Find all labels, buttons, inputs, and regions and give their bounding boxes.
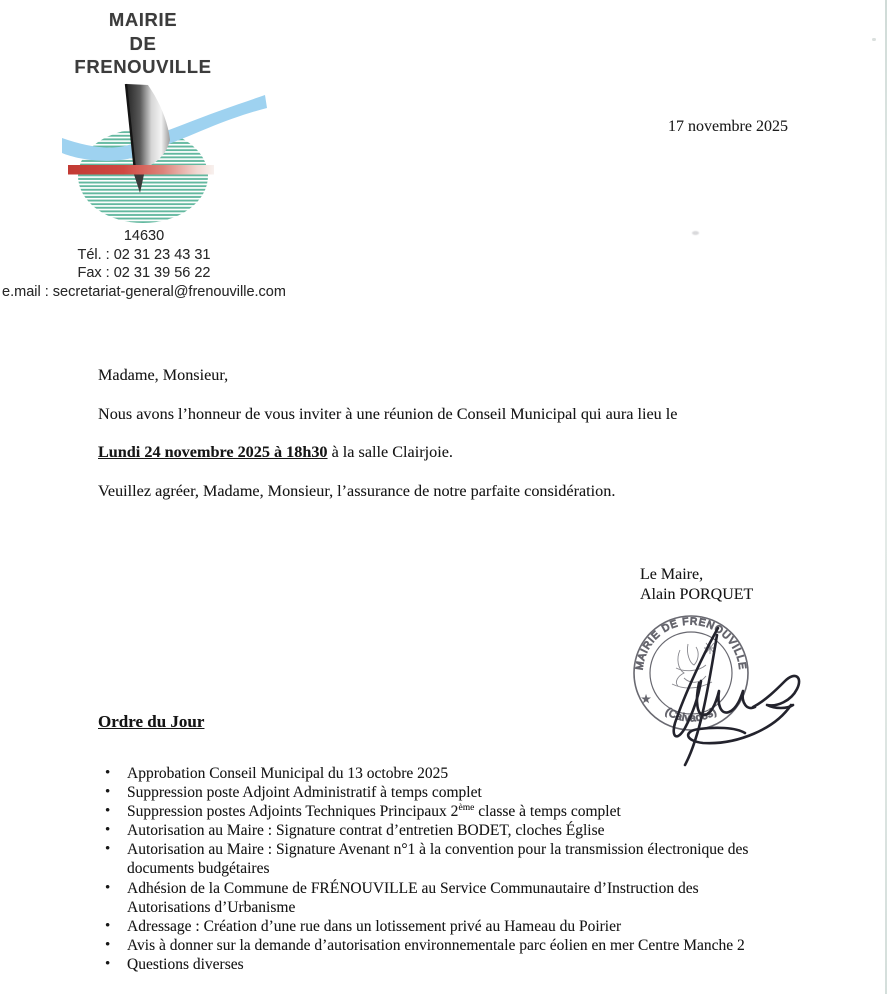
agenda-item xyxy=(98,840,780,878)
agenda-heading: Ordre du Jour xyxy=(98,712,205,731)
agenda-item-text: classe à temps complet xyxy=(474,803,621,821)
email-line: e.mail : secretariat-general@frenouville.com xyxy=(2,283,286,300)
agenda-item xyxy=(98,955,780,974)
agenda-list xyxy=(98,764,780,974)
scan-edge-line xyxy=(885,0,887,994)
phone-line: Tél. : 02 31 23 43 31 xyxy=(77,246,211,263)
closing-paragraph: Veuillez agréer, Madame, Monsieur, l’assurance de notre parfaite considération. xyxy=(98,481,616,500)
org-name-line-1: MAIRIE xyxy=(108,9,178,30)
meeting-location: à la salle Clairjoie. xyxy=(327,443,453,461)
agenda-item-text: Autorisation au Maire : Signature Avenant n°1 à la convention pour la transmission électronique des documents budgétaires xyxy=(127,841,749,878)
signature-stroke-descender xyxy=(685,635,717,765)
signer-title: Le Maire, xyxy=(640,566,704,583)
stamp-top-text: MAIRIE DE FRENOUVILLE xyxy=(634,616,748,671)
org-name-line-2: DE xyxy=(129,32,157,54)
scan-smudge xyxy=(692,231,699,235)
intro-paragraph: Nous avons l’honneur de vous inviter à une réunion de Conseil Municipal qui aura lieu le xyxy=(98,404,678,423)
scan-edge-dash xyxy=(872,38,876,41)
salutation: Madame, Monsieur, xyxy=(98,366,229,384)
meeting-datetime: Lundi 24 novembre 2025 à 18h30 xyxy=(98,443,328,461)
signer-name: Alain PORQUET xyxy=(640,585,754,603)
agenda-item-text: Adressage : Création d’une rue dans un lotissement privé au Hameau du Poirier xyxy=(127,917,622,935)
agenda-item-superscript: ème xyxy=(458,802,475,814)
agenda-item xyxy=(98,783,780,802)
letter-date: 17 novembre 2025 xyxy=(668,118,788,135)
letterhead-org-name xyxy=(28,8,258,79)
municipality-logo-icon xyxy=(60,80,272,230)
agenda-item-text: Suppression poste Adjoint Administratif à temps complet xyxy=(127,784,482,802)
signature-stroke-main xyxy=(674,628,718,736)
agenda-item-text: Approbation Conseil Municipal du 13 octobre 2025 xyxy=(127,765,449,782)
agenda-item xyxy=(98,879,780,917)
agenda-item xyxy=(98,936,780,955)
agenda-item xyxy=(98,917,780,936)
agenda-item xyxy=(98,802,780,821)
agenda-item-text: Suppression postes Adjoints Techniques Principaux 2 xyxy=(127,803,459,821)
agenda-item-text: Avis à donner sur la demande d’autorisation environnementale parc éolien en mer Centre Manche 2 xyxy=(127,936,745,954)
handwritten-signature xyxy=(625,595,820,780)
agenda-item-text: Autorisation au Maire : Signature contrat d’entretien BODET, cloches Église xyxy=(127,822,605,840)
letter-body xyxy=(98,366,788,520)
org-name-line-3: FRENOUVILLE xyxy=(74,56,212,77)
agenda-item-text: Adhésion de la Commune de FRÉNOUVILLE au Service Communautaire d’Instruction des Autorisations d’Urbanisme xyxy=(127,879,699,916)
stamp-bottom-text: (Calvados) xyxy=(663,705,719,725)
letterhead-contact xyxy=(0,227,288,301)
agenda-item xyxy=(98,764,780,783)
meeting-line xyxy=(98,443,788,461)
agenda-item-text: Questions diverses xyxy=(127,955,244,973)
fax-line: Fax : 02 31 39 56 22 xyxy=(77,265,211,282)
stamp-star-icon: ★ xyxy=(642,694,651,704)
signature-stroke-flourish xyxy=(753,676,799,708)
logo-red-bar xyxy=(68,165,214,175)
agenda-item xyxy=(98,821,780,840)
postal-code: 14630 xyxy=(123,228,165,244)
